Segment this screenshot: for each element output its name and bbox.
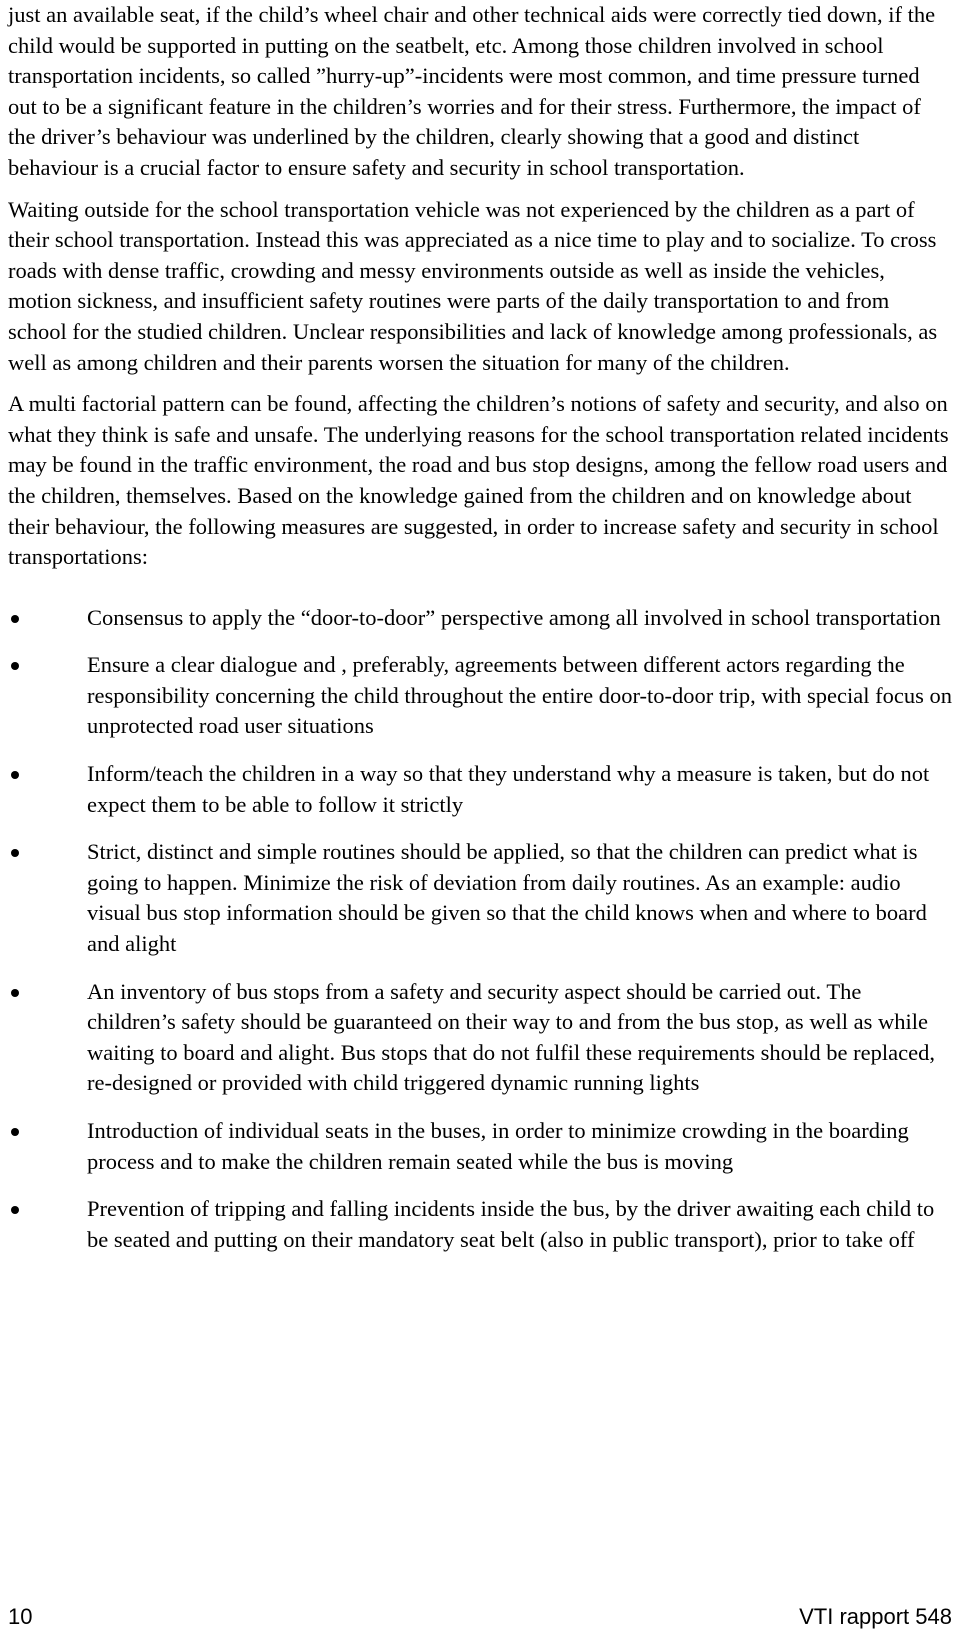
list-item <box>8 977 953 1099</box>
list-item <box>8 1194 953 1255</box>
list-item-text: An inventory of bus stops from a safety and security aspect should be carried out. The children’s safety should be guaranteed on their way to and from the bus stop, as well as while waiting to board and alight. Bus stops that do not fulfil these requirements should be replaced, re-designed or provided with child triggered dynamic running lights <box>87 978 935 1096</box>
list-item-text: Ensure a clear dialogue and , preferably, agreements between different actors regarding the responsibility concerning the child throughout the entire door-to-door trip, with special focus on unprotected road user situations <box>87 652 952 739</box>
list-item <box>8 603 953 634</box>
list-item <box>8 1116 953 1177</box>
list-item-text: Introduction of individual seats in the buses, in order to minimize crowding in the boarding process and to make the children remain seated while the bus is moving <box>87 1118 909 1174</box>
paragraph-1: just an available seat, if the child’s wheel chair and other technical aids were correctly tied down, if the child would be supported in putting on the seatbelt, etc. Among those children involved in school transportation incidents, so called ”hurry-up”-incidents were most common, and time pressure turned out to be a significant feature in the children’s worries and for their stress. Furthermore, the impact of the driver’s behaviour was underlined by the children, clearly showing that a good and distinct behaviour is a crucial factor to ensure safety and security in school transportation. <box>8 2 936 180</box>
list-item <box>8 837 953 959</box>
page-number: 10 <box>8 1604 33 1629</box>
list-item <box>8 650 953 742</box>
paragraph-3: A multi factorial pattern can be found, affecting the children’s notions of safety and security, and also on what they think is safe and unsafe. The underlying reasons for the school transportation related incidents may be found in the traffic environment, the road and bus stop designs, among the fellow road users and the children, themselves. Based on the knowledge gained from the children and on knowledge about their behaviour, the following measures are suggested, in order to increase safety and security in school transportations: <box>8 391 949 570</box>
measures-list <box>8 603 953 1256</box>
list-item-text: Inform/teach the children in a way so that they understand why a measure is taken, but do not expect them to be able to follow it strictly <box>87 761 930 817</box>
page-body <box>8 0 953 1272</box>
list-item <box>8 759 953 820</box>
list-item-text: Strict, distinct and simple routines should be applied, so that the children can predict what is going to happen. Minimize the risk of deviation from daily routines. As an example: audio visual bus stop information should be given so that the child knows when and where to board and alight <box>87 839 927 957</box>
report-id: VTI rapport 548 <box>799 1604 952 1629</box>
page-footer <box>8 1602 952 1632</box>
list-item-text: Consensus to apply the “door-to-door” perspective among all involved in school transportation <box>87 604 941 630</box>
paragraph-2: Waiting outside for the school transportation vehicle was not experienced by the children as a part of their school transportation. Instead this was appreciated as a nice time to play and to socialize. To cross roads with dense traffic, crowding and messy environments outside as well as inside the vehicles, motion sickness, and insufficient safety routines were parts of the daily transportation to and from school for the studied children. Unclear responsibilities and lack of knowledge among professionals, as well as among children and their parents worsen the situation for many of the children. <box>8 196 938 375</box>
list-item-text: Prevention of tripping and falling incidents inside the bus, by the driver awaiting each child to be seated and putting on their mandatory seat belt (also in public transport), prior to take off <box>87 1196 935 1252</box>
